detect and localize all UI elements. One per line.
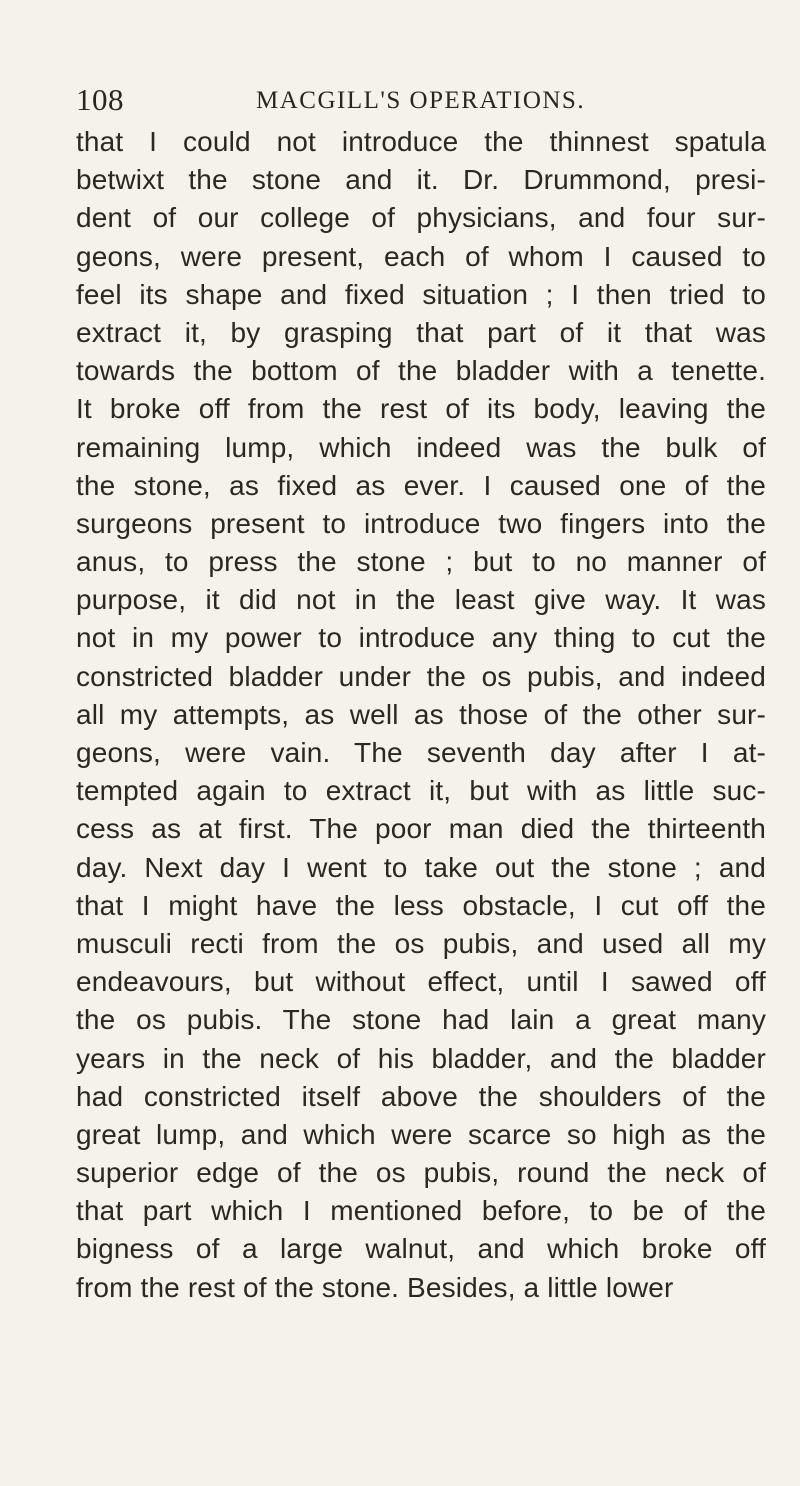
text-line: that I could not introduce the thinnest spatula <box>76 126 766 157</box>
text-line: that I might have the less obstacle, I cut off the <box>76 889 766 921</box>
text-line: anus, to press the stone ; but to no manner of <box>76 546 766 578</box>
text-line: feel its shape and fixed situation ; I then tried to <box>76 278 766 310</box>
running-head <box>76 82 766 122</box>
text-line: tempted again to extract it, but with as little suc- <box>76 775 766 807</box>
text-line: geons, were present, each of whom I caused to <box>76 240 766 272</box>
text-line: surgeons present to introduce two fingers into the <box>76 507 766 539</box>
text-line: cess as at first. The poor man died the thirteenth <box>76 813 766 845</box>
text-line: from the rest of the stone. Besides, a little lower <box>76 1271 674 1303</box>
text-line: years in the neck of his bladder, and the bladder <box>76 1042 766 1074</box>
text-line: betwixt the stone and it. Dr. Drummond, presi- <box>76 164 766 196</box>
text-line: not in my power to introduce any thing to cut the <box>76 622 766 654</box>
text-line: musculi recti from the os pubis, and used all my <box>76 927 766 959</box>
text-line: towards the bottom of the bladder with a tenette. <box>76 355 766 387</box>
text-line: constricted bladder under the os pubis, and indeed <box>76 660 766 692</box>
text-line: geons, were vain. The seventh day after I at- <box>76 737 766 768</box>
text-line: superior edge of the os pubis, round the neck of <box>76 1157 766 1189</box>
text-line: all my attempts, as well as those of the other sur- <box>76 698 766 730</box>
page-number: 108 <box>76 82 124 117</box>
text-line: day. Next day I went to take out the stone ; and <box>76 851 766 883</box>
running-title: MACGILL'S OPERATIONS. <box>256 87 586 114</box>
text-line: endeavours, but without effect, until I sawed off <box>76 966 766 998</box>
text-line: extract it, by grasping that part of it that was <box>76 316 766 348</box>
text-line: had constricted itself above the shoulders of the <box>76 1080 766 1112</box>
text-line: the stone, as fixed as ever. I caused one of the <box>76 469 766 501</box>
text-line: the os pubis. The stone had lain a great many <box>76 1004 766 1036</box>
body-text <box>76 123 766 1307</box>
text-line: bigness of a large walnut, and which broke off <box>76 1233 766 1265</box>
text-line: that part which I mentioned before, to be of the <box>76 1195 766 1227</box>
text-line: great lump, and which were scarce so high as the <box>76 1118 766 1150</box>
text-line: It broke off from the rest of its body, leaving the <box>76 393 766 425</box>
text-line: purpose, it did not in the least give way. It was <box>76 584 766 616</box>
text-line: remaining lump, which indeed was the bulk of <box>76 431 766 463</box>
text-line: dent of our college of physicians, and four sur- <box>76 202 766 234</box>
